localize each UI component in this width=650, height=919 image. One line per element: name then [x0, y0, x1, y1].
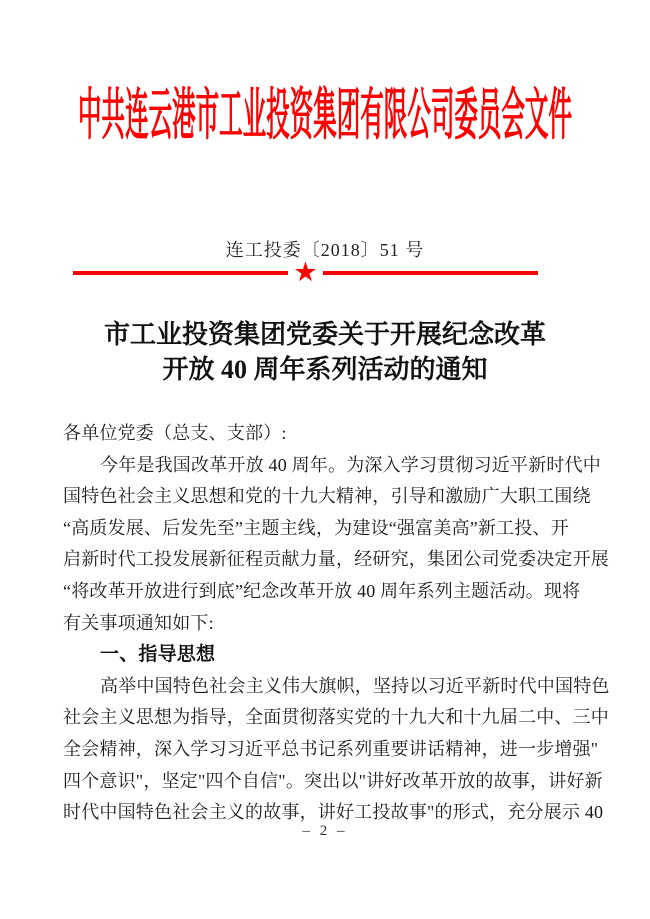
body-line: “高质发展、后发先至”主题主线，为建设“强富美高”新工投、开 [63, 517, 569, 538]
document-red-header [0, 84, 650, 148]
body-line: “将改革开放进行到底”纪念改革开放 40 周年系列主题活动。现将 [63, 580, 581, 601]
body-line: 今年是我国改革开放 40 周年。为深入学习贯彻习近平新时代中 [100, 454, 601, 475]
document-title-line2: 开放 40 周年系列活动的通知 [162, 355, 488, 384]
body-line: 时代中国特色社会主义的故事，讲好工投故事"的形式，充分展示 40 [63, 802, 604, 823]
org-title: 中共连云港市工业投资集团有限公司委员会文件 [78, 85, 572, 147]
divider-rule-left [73, 271, 288, 275]
divider-rule-right [323, 271, 538, 275]
header-divider [73, 257, 538, 288]
body-line: 启新时代工投发展新征程贡献力量，经研究，集团公司党委决定开展 [63, 549, 609, 570]
section-heading: 一、指导思想 [100, 644, 216, 666]
body-line: 国特色社会主义思想和党的十九大精神，引导和激励广大职工围绕 [63, 486, 591, 507]
body-line: 社会主义思想为指导，全面贯彻落实党的十九大和十九届二中、三中 [63, 707, 609, 728]
page-number: – 2 – [302, 823, 348, 839]
document-title [0, 317, 650, 387]
document-body [63, 418, 610, 829]
body-line: 四个意识"，坚定"四个自信"。突出以"讲好改革开放的故事，讲好新 [63, 770, 603, 791]
doc-number: 连工投委〔2018〕51 号 [225, 240, 425, 260]
body-line: 高举中国特色社会主义伟大旗帜，坚持以习近平新时代中国特色 [100, 675, 610, 696]
star-icon: ★ [293, 257, 318, 288]
body-line: 有关事项通知如下: [63, 612, 214, 633]
salutation: 各单位党委（总支、支部）: [63, 423, 287, 443]
document-title-line1: 市工业投资集团党委关于开展纪念改革 [103, 320, 546, 349]
body-line: 全会精神，深入学习习近平总书记系列重要讲话精神，进一步增强" [63, 738, 599, 759]
